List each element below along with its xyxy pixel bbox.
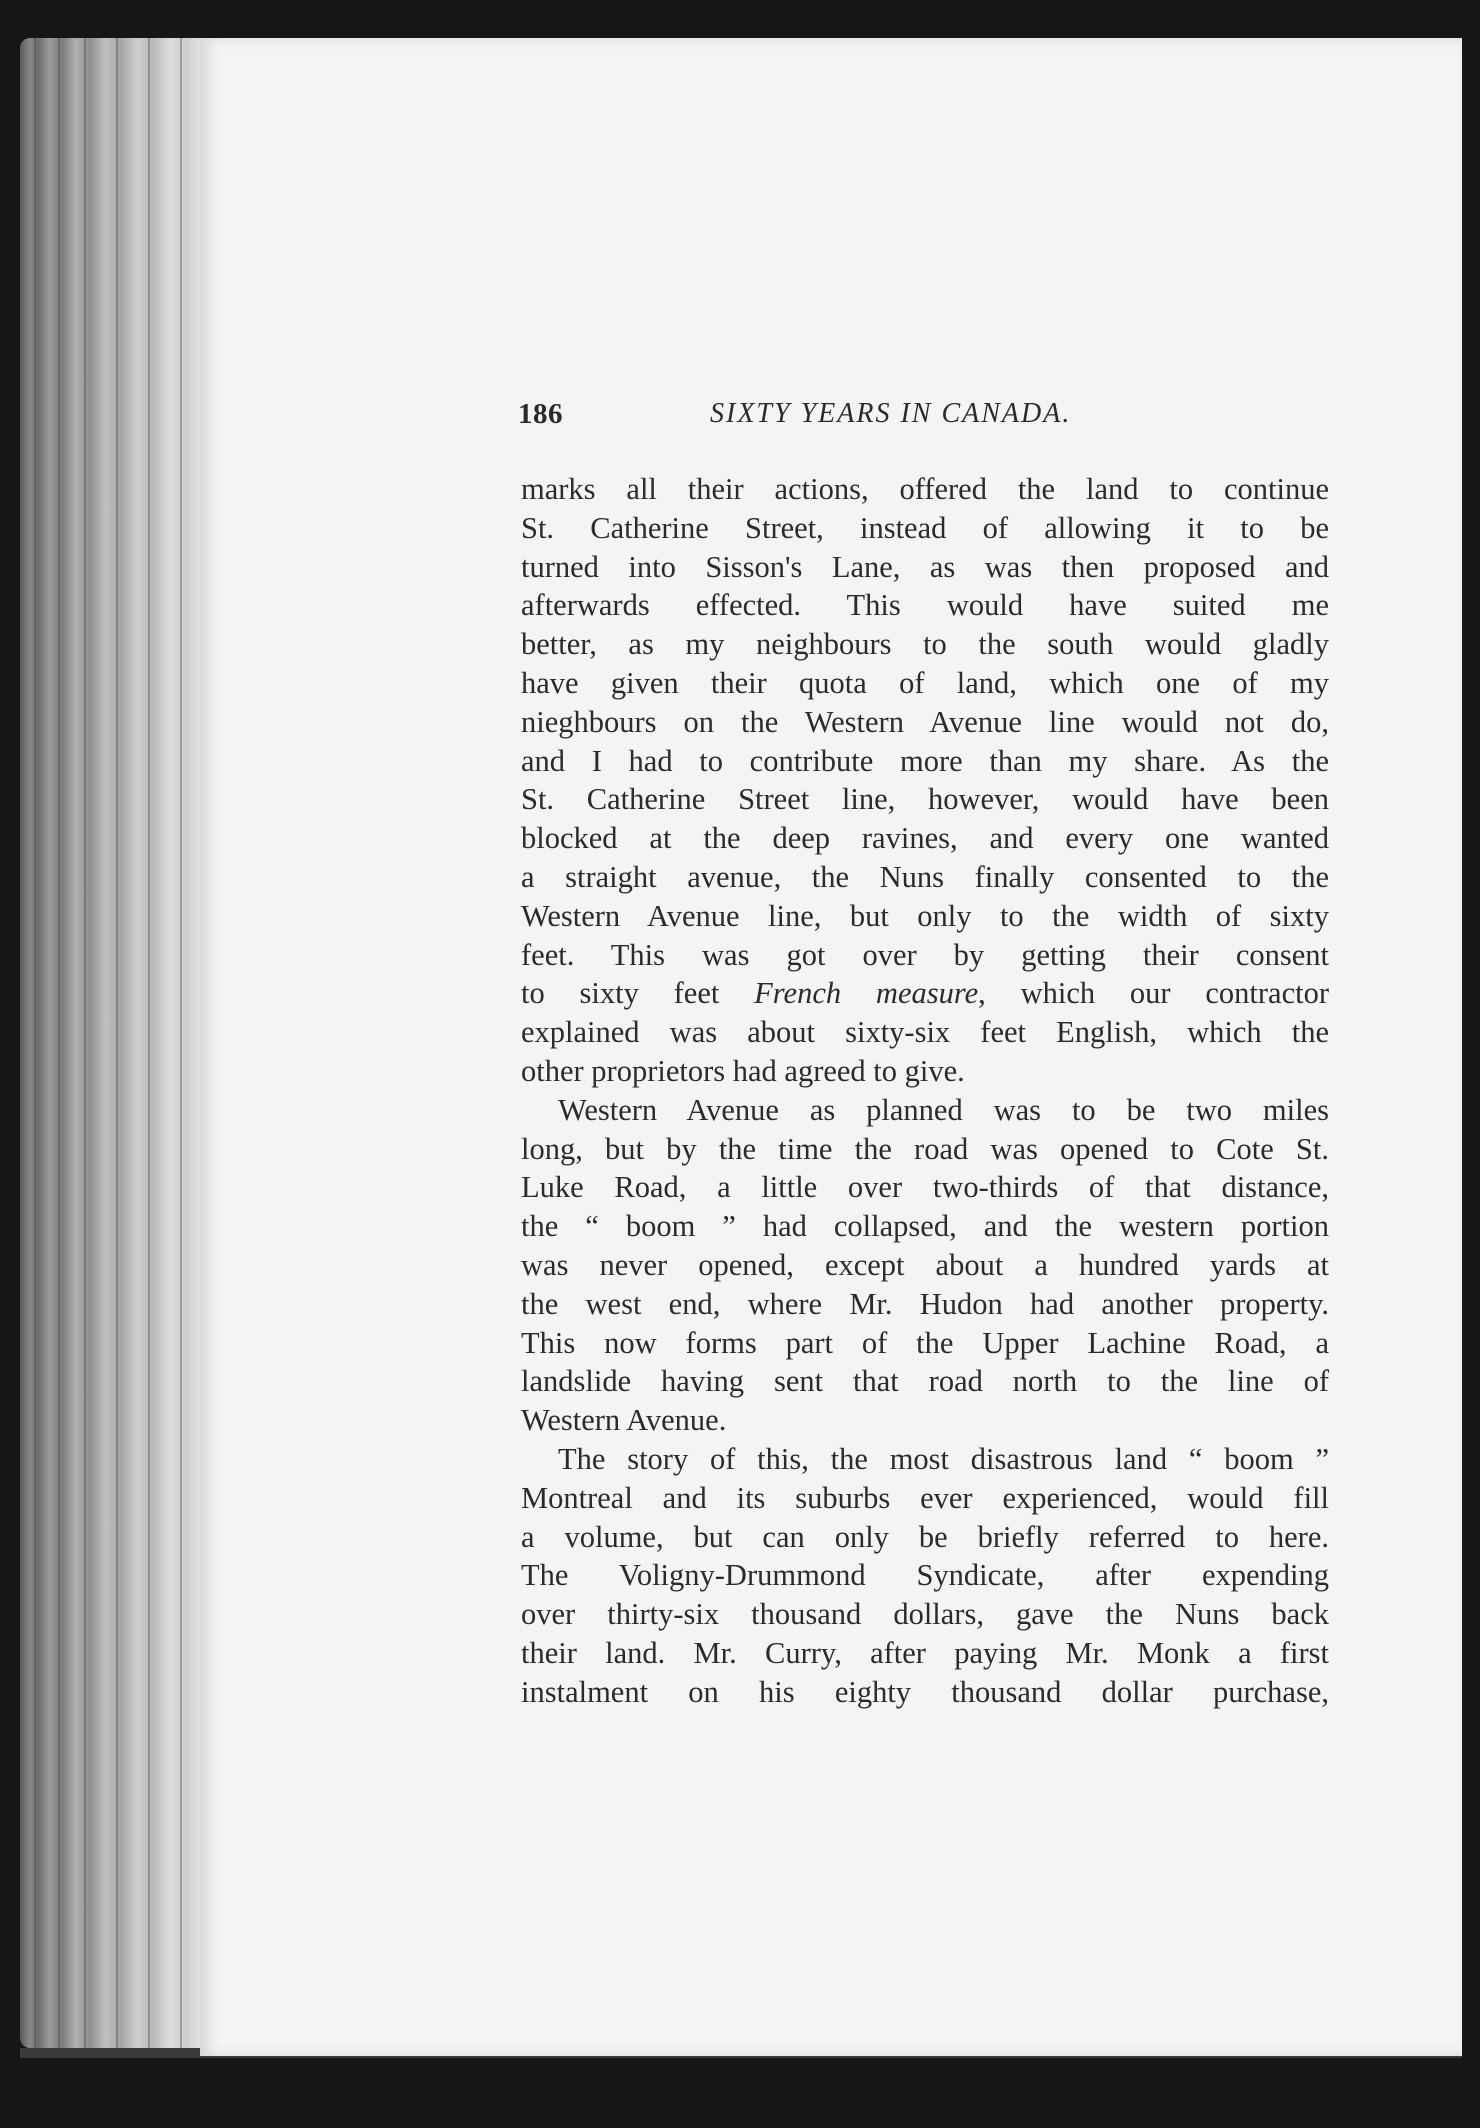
text-line: have given their quota of land, which one of my	[521, 665, 1329, 700]
text-line: a volume, but can only be briefly referred to here.	[521, 1519, 1329, 1554]
text-line: turned into Sisson's Lane, as was then proposed and	[521, 549, 1329, 584]
text-line: The story of this, the most disastrous land “ boom ”	[558, 1441, 1329, 1476]
text-line: Montreal and its suburbs ever experienced, would fill	[521, 1480, 1329, 1515]
book-page-edges	[20, 38, 205, 2048]
text-line: better, as my neighbours to the south would gladly	[521, 627, 1329, 662]
text-line: Western Avenue.	[521, 1403, 727, 1438]
body-text	[521, 470, 1329, 1712]
text-line: to sixty feet French measure, which our contractor	[521, 976, 1330, 1011]
text-line: the west end, where Mr. Hudon had another property.	[521, 1286, 1329, 1321]
italic-phrase: French measure	[754, 976, 979, 1011]
text-line: landslide having sent that road north to the line of	[521, 1364, 1329, 1399]
text-line: This now forms part of the Upper Lachine Road, a	[521, 1325, 1329, 1360]
text-line: marks all their actions, offered the land to continue	[521, 472, 1329, 506]
text-line: afterwards effected. This would have suited me	[521, 588, 1329, 623]
text-line: long, but by the time the road was opened to Cote St.	[521, 1131, 1329, 1166]
text-line: instalment on his eighty thousand dollar purchase,	[521, 1674, 1329, 1709]
text-line: the “ boom ” had collapsed, and the western portion	[521, 1209, 1329, 1244]
text-line: Western Avenue line, but only to the width of sixty	[521, 898, 1329, 933]
page-header	[518, 398, 1323, 438]
text-line: was never opened, except about a hundred yards at	[521, 1247, 1329, 1282]
text-line: The Voligny-Drummond Syndicate, after expending	[521, 1558, 1329, 1593]
text-line: and I had to contribute more than my share. As the	[521, 743, 1329, 778]
text-line: Luke Road, a little over two-thirds of that distance,	[521, 1170, 1329, 1205]
text-line: St. Catherine Street line, however, would have been	[521, 782, 1329, 817]
text-line: a straight avenue, the Nuns finally consented to the	[521, 859, 1329, 894]
text-line: St. Catherine Street, instead of allowing it to be	[521, 510, 1329, 545]
running-head: SIXTY YEARS IN CANADA.	[710, 398, 1072, 429]
text-line: explained was about sixty-six feet English, which the	[521, 1015, 1329, 1050]
text-line: blocked at the deep ravines, and every one wanted	[521, 821, 1329, 856]
text-line: other proprietors had agreed to give.	[521, 1053, 965, 1088]
text-line: over thirty-six thousand dollars, gave the Nuns back	[521, 1597, 1329, 1632]
page-number: 186	[518, 398, 563, 430]
text-line: nieghbours on the Western Avenue line would not do,	[521, 704, 1329, 739]
text-line: Western Avenue as planned was to be two miles	[558, 1092, 1329, 1127]
text-line: their land. Mr. Curry, after paying Mr. Monk a first	[521, 1635, 1329, 1670]
text-line: feet. This was got over by getting their consent	[521, 937, 1329, 972]
